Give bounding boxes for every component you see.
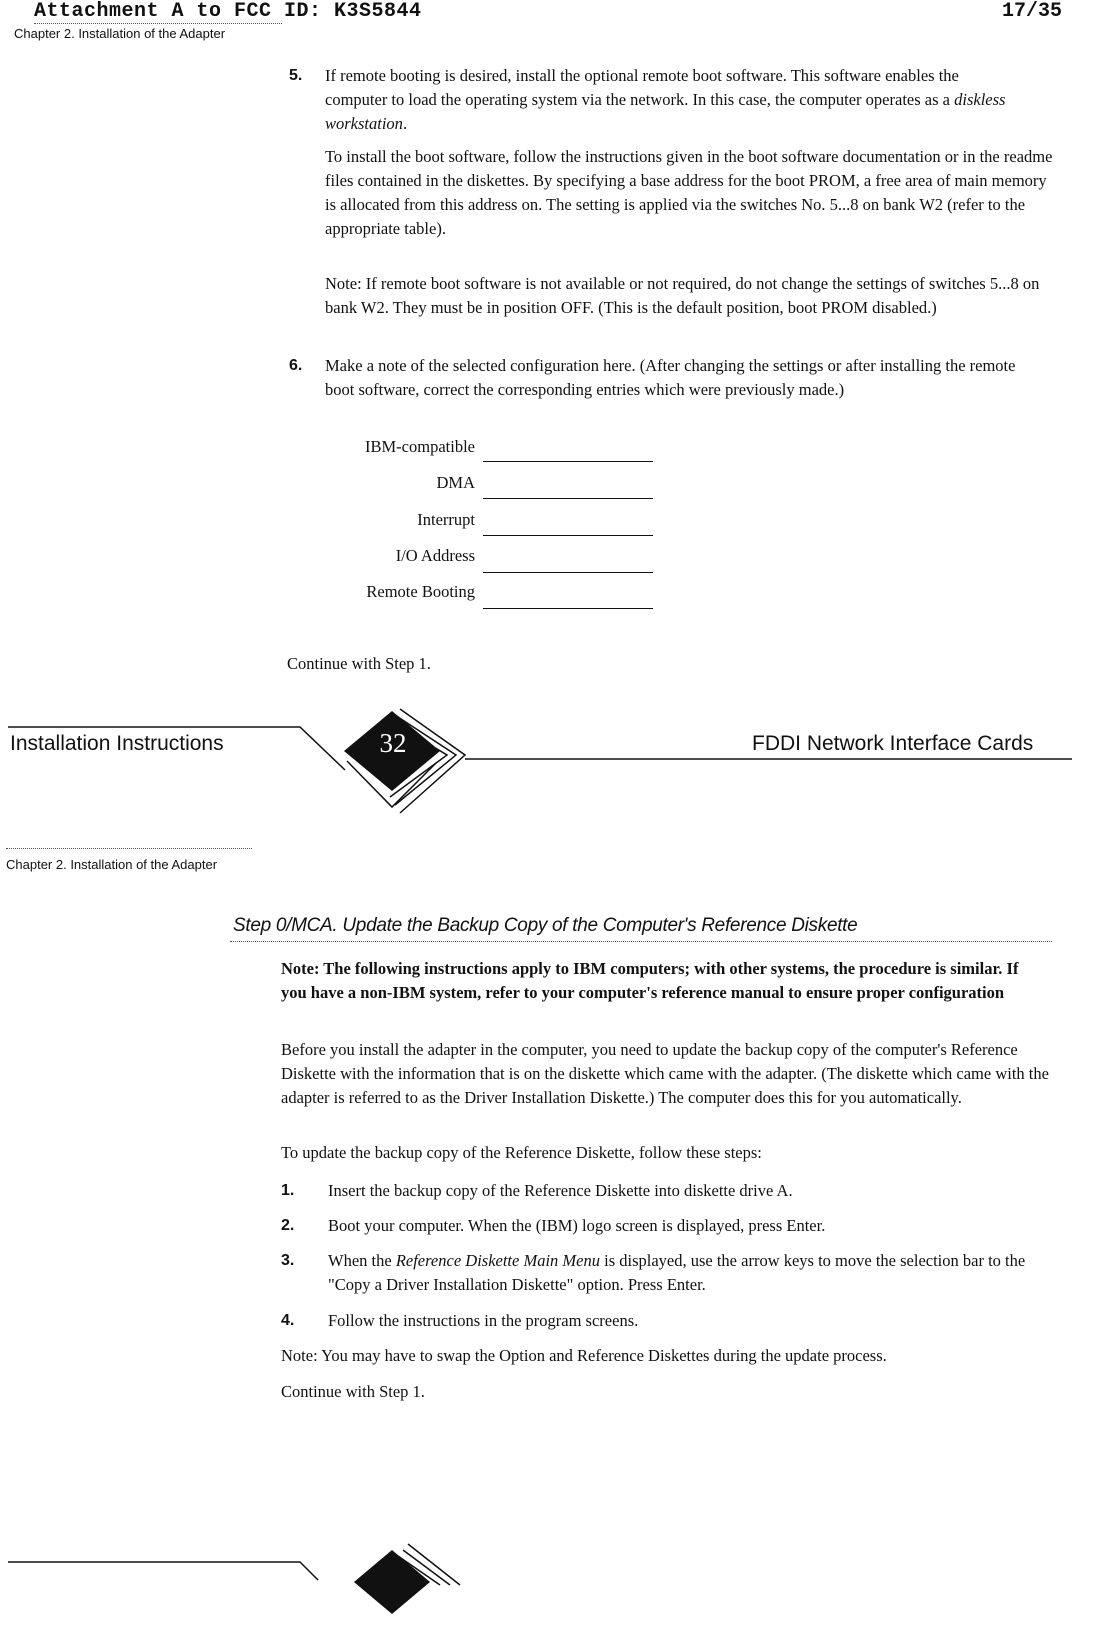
page-counter: 17/35 (1001, 0, 1062, 23)
boot-software-paragraph: To install the boot software, follow the instructions given in the boot software documentation or in the readme files contained in the diskettes. By specifying a base address for the boot PROM, a free area of main memory is allocated from this address on. The setting is applied via the switches No. 5...8 on bank W2 (refer to the appropriate table). (325, 147, 1053, 238)
reference-diskette-paragraph: Before you install the adapter in the computer, you need to update the backup copy of the computer's Reference Diskette with the information that is on the diskette which came with the adapter. (The diskette which came with the adapter is referred to as the Driver Installation Diskette.) The computer does this for you automatically. (281, 1040, 1049, 1107)
chapter-divider (6, 848, 252, 849)
step-1-number: 1. (281, 1182, 295, 1199)
footer-section-title: Installation Instructions (10, 732, 224, 755)
document-header-title: Attachment A to FCC ID: K3S5844 (34, 0, 422, 23)
step-2-text: Boot your computer. When the (IBM) logo screen is displayed, press Enter. (328, 1216, 826, 1235)
step-5-text: If remote booting is desired, install the optional remote boot software. This software enables the computer to load the operating system via the network. In this case, the computer operates as a diskless workstation. (325, 66, 1006, 133)
footer-page-number: 32 (379, 728, 407, 758)
step-5-italic: diskless workstation (325, 90, 1006, 133)
chapter-label-2: Chapter 2. Installation of the Adapter (6, 857, 218, 872)
step-6-number: 6. (289, 357, 303, 374)
field-ibm-compatible-line (483, 461, 653, 462)
bottom-footer-decoration (0, 1540, 1114, 1629)
ibm-bold-note: Note: The following instructions apply to IBM computers; with other systems, the procedure is similar. If you have a non-IBM system, refer to your computer's reference manual to ensure proper configuration (281, 959, 1019, 1002)
field-remote-booting-line (483, 608, 653, 609)
top-continue-text: Continue with Step 1. (287, 654, 431, 673)
field-dma-label: DMA (436, 473, 475, 492)
bottom-continue-text: Continue with Step 1. (281, 1382, 425, 1401)
field-ibm-compatible-label: IBM-compatible (365, 437, 475, 456)
step-4-number: 4. (281, 1312, 295, 1329)
step-1-text: Insert the backup copy of the Reference Diskette into diskette drive A. (328, 1181, 793, 1200)
step-2-number: 2. (281, 1217, 295, 1234)
step-3-text: When the Reference Diskette Main Menu is displayed, use the arrow keys to move the selection bar to the "Copy a Driver Installation Diskette" option. Press Enter. (328, 1251, 1026, 1294)
step-title: Step 0/MCA. Update the Backup Copy of the Computer's Reference Diskette (233, 915, 858, 936)
swap-diskettes-note: Note: You may have to swap the Option and Reference Diskettes during the update process. (281, 1346, 887, 1365)
steps-intro: To update the backup copy of the Reference Diskette, follow these steps: (281, 1143, 762, 1162)
remote-boot-note: Note: If remote boot software is not available or not required, do not change the settings of switches 5...8 on bank W2. They must be in position OFF. (This is the default position, boot PROM disabled.) (325, 274, 1040, 317)
field-io-address-line (483, 572, 653, 573)
field-interrupt-line (483, 535, 653, 536)
field-interrupt-label: Interrupt (417, 510, 475, 529)
field-dma-line (483, 498, 653, 499)
step-4-text: Follow the instructions in the program screens. (328, 1311, 639, 1330)
footer-decoration (0, 705, 1114, 825)
footer-product-title: FDDI Network Interface Cards (752, 732, 1034, 755)
step-6-text: Make a note of the selected configuration here. (After changing the settings or after installing the remote boot software, correct the corresponding entries which were previously made.) (325, 356, 1016, 399)
step-3-number: 3. (281, 1252, 295, 1269)
field-remote-booting-label: Remote Booting (366, 582, 475, 601)
step-3-italic: Reference Diskette Main Menu (395, 1251, 600, 1270)
chapter-label: Chapter 2. Installation of the Adapter (14, 26, 226, 41)
step-5-number: 5. (289, 67, 303, 84)
field-io-address-label: I/O Address (395, 546, 475, 565)
step-title-rule (230, 941, 1052, 942)
